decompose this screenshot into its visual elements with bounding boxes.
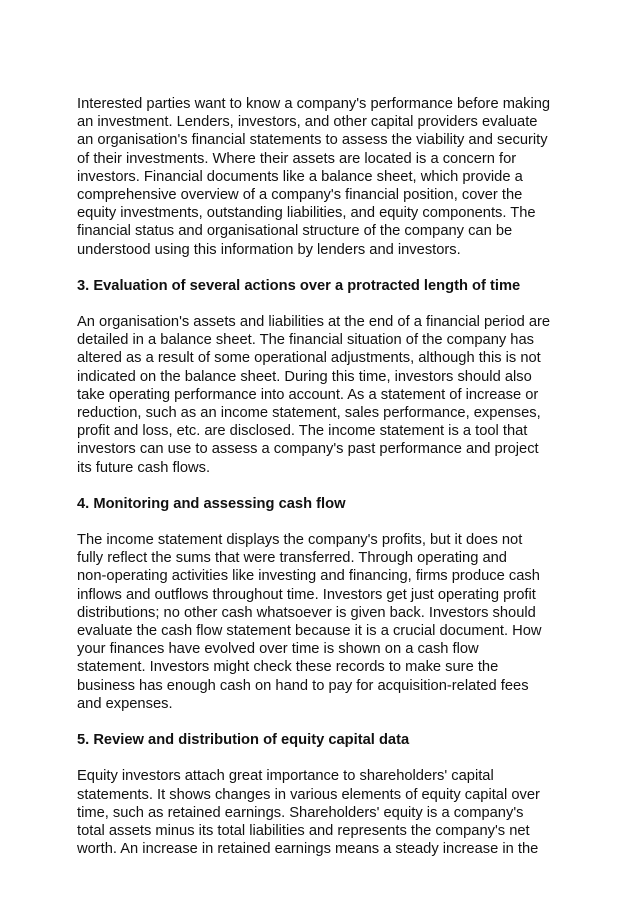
- intro-paragraph: Interested parties want to know a company's performance before making an investment. Lenders, investors, and other capital providers evaluate an organisation's financial statements to assess the viability and security of their investments. Where their assets are located is a concern for investors. Financial documents like a balance sheet, which provide a comprehensive overview of a company's financial position, cover the equity investments, outstanding liabilities, and equity components. The financial status and organisational structure of the company can be understood using this information by lenders and investors.: [77, 96, 551, 258]
- paragraph-spacer: [77, 749, 569, 767]
- paragraph-spacer: [77, 477, 569, 495]
- paragraph-spacer: [77, 295, 569, 313]
- document-body: [77, 95, 569, 858]
- paragraph-spacer: [77, 513, 569, 531]
- section-paragraph-3: An organisation's assets and liabilities at the end of a financial period are detailed in a balance sheet. The financial situation of the company has altered as a result of some operational adjustments, although this is not indicated on the balance sheet. During this time, investors should also take operating performance into account. As a statement of increase or reduction, such as an income statement, sales performance, expenses, profit and loss, etc. are disclosed. The income statement is a tool that investors can use to assess a company's past performance and project its future cash flows.: [77, 314, 551, 476]
- paragraph-spacer: [77, 713, 569, 731]
- section-heading-3: 3. Evaluation of several actions over a protracted length of time: [77, 277, 521, 294]
- section-heading-4: 4. Monitoring and assessing cash flow: [77, 495, 346, 512]
- section-paragraph-4: The income statement displays the company's profits, but it does not fully reflect the sums that were transferred. Through operating and non-operating activities like investing and financing, firms produce cash inflows and outflows throughout time. Investors get just operating profit distributions; no other cash whatsoever is given back. Investors should evaluate the cash flow statement because it is a crucial document. How your finances have evolved over time is shown on a cash flow statement. Investors might check these records to make sure the business has enough cash on hand to pay for acquisition-related fees and expenses.: [77, 532, 542, 712]
- section-heading-5: 5. Review and distribution of equity capital data: [77, 732, 410, 749]
- paragraph-spacer: [77, 259, 569, 277]
- section-paragraph-5: Equity investors attach great importance to shareholders' capital statements. It shows changes in various elements of equity capital over time, such as retained earnings. Shareholders' equity is a company's total assets minus its total liabilities and represents the company's net worth. An increase in retained earnings means a steady increase in the: [77, 768, 540, 858]
